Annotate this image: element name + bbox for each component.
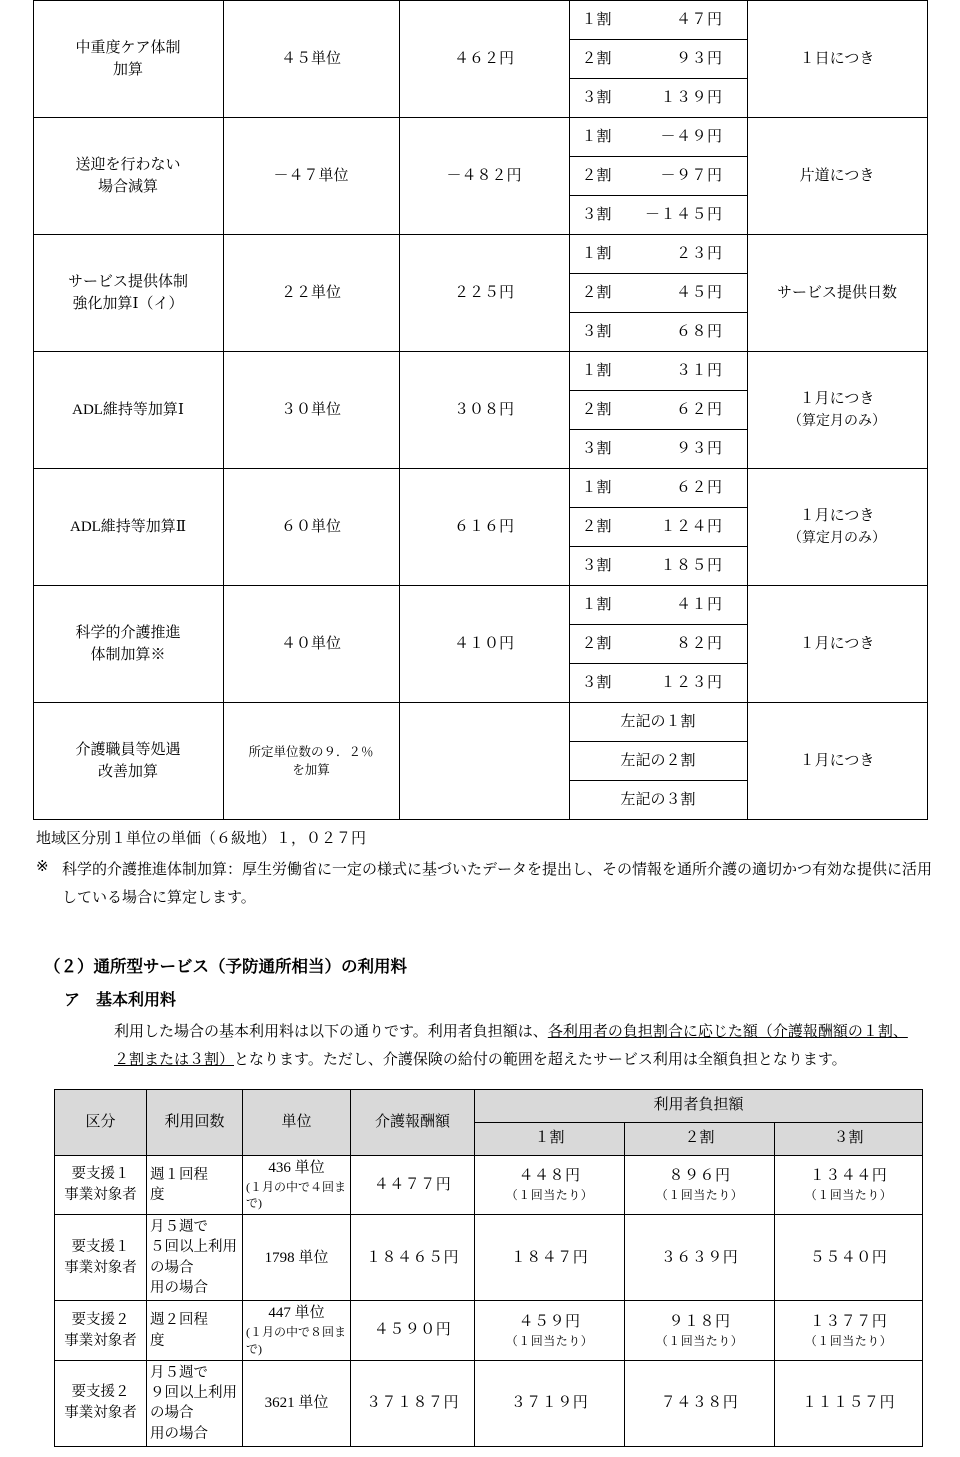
addon-fee: ２２５円 <box>399 235 569 352</box>
burden-rate: ２割 <box>581 284 612 301</box>
burden-cell <box>569 196 747 235</box>
addon-per: サービス提供日数 <box>747 235 927 352</box>
burden-amount: ４５円 <box>675 284 723 301</box>
row-kubun: 要支援２ 事業対象者 <box>55 1360 147 1446</box>
header-kubun: 区分 <box>55 1089 147 1155</box>
addon-fee: ３０８円 <box>399 352 569 469</box>
burden-amount: ６２円 <box>675 479 723 496</box>
addon-unit: ４０単位 <box>223 586 399 703</box>
addon-name: 中重度ケア体制 加算 <box>33 1 223 118</box>
row-kaisu: 週２回程 度 <box>147 1301 243 1361</box>
table-row <box>33 469 927 508</box>
paragraph-underlined: 各利用者の負担割合に応じた額（介護報酬額の１割、２割または３割） <box>114 1023 908 1068</box>
burden-rate: ２割 <box>581 518 612 535</box>
section-heading: （２）通所型サービス（予防通所相当）の利用料 <box>44 956 407 976</box>
table-row <box>55 1360 923 1446</box>
header-burden-1: １割 <box>475 1122 625 1155</box>
row-kubun: 要支援１ 事業対象者 <box>55 1215 147 1301</box>
burden-amount: ３１円 <box>675 362 723 379</box>
row-burden-2: ３６３９円 <box>625 1215 775 1301</box>
table-row <box>33 352 927 391</box>
row-burden-1: ４４８円 （１回当たり） <box>475 1155 625 1215</box>
burden-cell <box>569 391 747 430</box>
row-burden-1: ３７１９円 <box>475 1360 625 1446</box>
row-tani: 436 単位 (１月の中で４回まで) <box>243 1155 351 1215</box>
addon-per: 片道につき <box>747 118 927 235</box>
burden-rate: １割 <box>581 128 612 145</box>
burden-amount: －９７円 <box>660 167 723 184</box>
addon-name: ADL維持等加算Ⅱ <box>33 469 223 586</box>
addon-per: １月につき （算定月のみ） <box>747 352 927 469</box>
burden-cell <box>569 235 747 274</box>
table-row <box>33 235 927 274</box>
row-burden-3: ５５４０円 <box>775 1215 923 1301</box>
addon-per: １月につき <box>747 703 927 820</box>
asterisk-note-text: 科学的介護推進体制加算：厚生労働省に一定の様式に基づいたデータを提出し、その情報を通所介護の適切かつ有効な提供に活用している場合に算定します。 <box>62 862 933 906</box>
addon-fee-table-body <box>33 1 927 820</box>
row-burden-1: １８４７円 <box>475 1215 625 1301</box>
table-row <box>55 1155 923 1215</box>
basic-fee-table <box>54 1089 923 1448</box>
addon-fee: －４８２円 <box>399 118 569 235</box>
row-kaisu: 週１回程 度 <box>147 1155 243 1215</box>
burden-amount: ４７円 <box>675 11 723 28</box>
burden-cell <box>569 664 747 703</box>
table-header-row <box>55 1089 923 1122</box>
burden-amount: １２３円 <box>660 674 723 691</box>
burden-cell <box>569 274 747 313</box>
burden-rate: ２割 <box>581 167 612 184</box>
addon-fee-table <box>33 0 928 820</box>
row-tani: 1798 単位 <box>243 1215 351 1301</box>
addon-unit: ４５単位 <box>223 1 399 118</box>
row-burden-1: ４５９円 （１回当たり） <box>475 1301 625 1361</box>
burden-amount: ９３円 <box>675 50 723 67</box>
header-kaisu: 利用回数 <box>147 1089 243 1155</box>
addon-per: １月につき （算定月のみ） <box>747 469 927 586</box>
addon-name: 送迎を行わない 場合減算 <box>33 118 223 235</box>
row-kubun: 要支援１ 事業対象者 <box>55 1155 147 1215</box>
burden-cell <box>569 352 747 391</box>
paragraph-part-1: 利用した場合の基本利用料は以下の通りです。利用者負担額は、 <box>114 1023 548 1040</box>
table-row <box>55 1301 923 1361</box>
basic-fee-table-head <box>55 1089 923 1155</box>
row-kaisu: 月５週で ５回以上利用の場合 用の場合 <box>147 1215 243 1301</box>
burden-amount: ６８円 <box>675 323 723 340</box>
paragraph-part-2: となります。ただし、介護保険の給付の範囲を超えたサービス利用は全額負担となります。 <box>234 1052 847 1068</box>
burden-rate: １割 <box>581 362 612 379</box>
burden-rate: ３割 <box>581 89 612 106</box>
addon-per: １日につき <box>747 1 927 118</box>
row-kubun: 要支援２ 事業対象者 <box>55 1301 147 1361</box>
burden-rate: ３割 <box>581 440 612 457</box>
header-hosyu: 介護報酬額 <box>351 1089 475 1155</box>
burden-amount: ６２円 <box>675 401 723 418</box>
addon-unit: ３０単位 <box>223 352 399 469</box>
burden-cell <box>569 508 747 547</box>
burden-amount: ８２円 <box>675 635 723 652</box>
burden-rate: １割 <box>581 596 612 613</box>
burden-amount: １３９円 <box>660 89 723 106</box>
addon-unit: ２２単位 <box>223 235 399 352</box>
section-paragraph <box>114 1018 914 1075</box>
addon-fee: ４１０円 <box>399 586 569 703</box>
addon-name: サービス提供体制 強化加算Ⅰ（イ） <box>33 235 223 352</box>
table-row <box>33 1 927 40</box>
table-row <box>55 1215 923 1301</box>
burden-amount: ２３円 <box>675 245 723 262</box>
row-burden-2: ８９６円 （１回当たり） <box>625 1155 775 1215</box>
header-burden-3: ３割 <box>775 1122 923 1155</box>
row-burden-2: ７４３８円 <box>625 1360 775 1446</box>
burden-cell <box>569 118 747 157</box>
burden-rate: １割 <box>581 479 612 496</box>
addon-name: 介護職員等処遇 改善加算 <box>33 703 223 820</box>
row-hosyu: １８４６５円 <box>351 1215 475 1301</box>
header-burden-2: ２割 <box>625 1122 775 1155</box>
row-burden-3: １３７７円 （１回当たり） <box>775 1301 923 1361</box>
burden-cell <box>569 1 747 40</box>
addon-per: １月につき <box>747 586 927 703</box>
burden-cell: 左記の３割 <box>569 781 747 820</box>
table-row <box>33 118 927 157</box>
burden-cell: 左記の１割 <box>569 703 747 742</box>
table-row <box>33 703 927 742</box>
addon-fee <box>399 703 569 820</box>
row-burden-3: １３４４円 （１回当たり） <box>775 1155 923 1215</box>
basic-fee-table-body <box>55 1155 923 1447</box>
burden-rate: ３割 <box>581 674 612 691</box>
burden-rate: ２割 <box>581 50 612 67</box>
burden-rate: ３割 <box>581 557 612 574</box>
burden-rate: ３割 <box>581 323 612 340</box>
row-tani: 3621 単位 <box>243 1360 351 1446</box>
header-tani: 単位 <box>243 1089 351 1155</box>
addon-unit: ６０単位 <box>223 469 399 586</box>
unit-price-note: 地域区分別１単位の単価（６級地）１，０２７円 <box>36 831 367 847</box>
burden-cell <box>569 79 747 118</box>
burden-rate: １割 <box>581 245 612 262</box>
burden-rate: ３割 <box>581 206 612 223</box>
row-hosyu: ３７１８７円 <box>351 1360 475 1446</box>
addon-unit: 所定単位数の９．２％ を加算 <box>223 703 399 820</box>
burden-amount: １２４円 <box>660 518 723 535</box>
burden-rate: ２割 <box>581 401 612 418</box>
row-kaisu: 月５週で ９回以上利用の場合 用の場合 <box>147 1360 243 1446</box>
row-hosyu: ４４７７円 <box>351 1155 475 1215</box>
burden-cell <box>569 625 747 664</box>
burden-amount: －１４５円 <box>644 206 723 223</box>
asterisk-note <box>36 857 938 913</box>
burden-rate: １割 <box>581 11 612 28</box>
addon-name: ADL維持等加算Ⅰ <box>33 352 223 469</box>
section-sub-heading: ア 基本利用料 <box>64 991 177 1009</box>
burden-cell <box>569 547 747 586</box>
burden-cell <box>569 430 747 469</box>
table-row <box>33 586 927 625</box>
burden-cell <box>569 40 747 79</box>
header-burden-group: 利用者負担額 <box>475 1089 923 1122</box>
burden-cell: 左記の２割 <box>569 742 747 781</box>
addon-fee: ４６２円 <box>399 1 569 118</box>
burden-cell <box>569 469 747 508</box>
burden-amount: －４９円 <box>660 128 723 145</box>
row-hosyu: ４５９０円 <box>351 1301 475 1361</box>
addon-unit: －４７単位 <box>223 118 399 235</box>
row-tani: 447 単位 (１月の中で８回まで) <box>243 1301 351 1361</box>
burden-cell <box>569 157 747 196</box>
addon-name: 科学的介護推進 体制加算※ <box>33 586 223 703</box>
burden-amount: ４１円 <box>675 596 723 613</box>
row-burden-2: ９１８円 （１回当たり） <box>625 1301 775 1361</box>
burden-amount: １８５円 <box>660 557 723 574</box>
burden-cell <box>569 313 747 352</box>
addon-fee: ６１６円 <box>399 469 569 586</box>
burden-cell <box>569 586 747 625</box>
burden-rate: ２割 <box>581 635 612 652</box>
row-burden-3: １１１５７円 <box>775 1360 923 1446</box>
asterisk-mark: ※ <box>36 859 49 875</box>
burden-amount: ９３円 <box>675 440 723 457</box>
